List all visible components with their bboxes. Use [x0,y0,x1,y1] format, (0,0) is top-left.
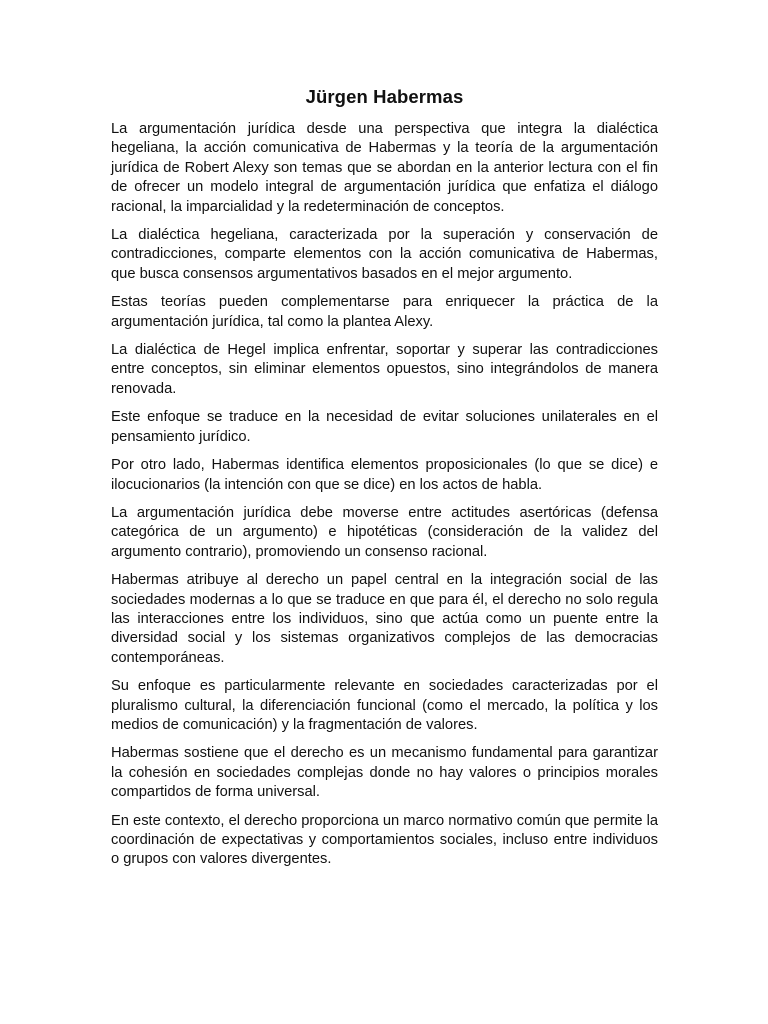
paragraph: Estas teorías pueden complementarse para enriquecer la práctica de la argumentación jurídica, tal como la plantea Alexy. [111,294,658,330]
paragraph: Por otro lado, Habermas identifica elementos proposicionales (lo que se dice) e ilocucionarios (la intención con que se dice) en los actos de habla. [111,457,658,493]
paragraph: La argumentación jurídica desde una perspectiva que integra la dialéctica hegeliana, la acción comunicativa de Habermas y la teoría de la argumentación jurídica de Robert Alexy son temas que se abordan en la anterior lectura con el fin de ofrecer un modelo integral de argumentación jurídica que enfatiza el diálogo racional, la imparcialidad y la redeterminación de conceptos. [111,121,658,215]
document-title: Jürgen Habermas [305,86,464,107]
document-page [111,84,658,879]
paragraph: La dialéctica de Hegel implica enfrentar, soportar y superar las contradicciones entre conceptos, sin eliminar elementos opuestos, sino integrándolos de manera renovada. [111,342,658,397]
paragraph: En este contexto, el derecho proporciona un marco normativo común que permite la coordinación de expectativas y comportamientos sociales, incluso entre individuos o grupos con valores divergentes. [111,812,659,868]
paragraph: Habermas atribuye al derecho un papel central en la integración social de las sociedades modernas a lo que se traduce en que para él, el derecho no solo regula las interacciones entre los individuos, sino que actúa como un puente entre la diversidad social y los sistemas organizativos complejos de las democracias contemporáneas. [111,572,658,666]
paragraph: Habermas sostiene que el derecho es un mecanismo fundamental para garantizar la cohesión en sociedades complejas donde no hay valores o principios morales compartidos de forma universal. [111,745,658,801]
paragraph: Su enfoque es particularmente relevante en sociedades caracterizadas por el pluralismo cultural, la diferenciación funcional (como el mercado, la política y los medios de comunicación) y la fragmentación de valores. [111,678,658,733]
paragraph: Este enfoque se traduce en la necesidad de evitar soluciones unilaterales en el pensamiento jurídico. [111,409,658,445]
paragraph: La dialéctica hegeliana, caracterizada por la superación y conservación de contradicciones, comparte elementos con la acción comunicativa de Habermas, que busca consensos argumentativos basados en el mejor argumento. [111,227,658,282]
paragraph: La argumentación jurídica debe moverse entre actitudes asertóricas (defensa categórica de un argumento) e hipotéticas (consideración de la validez del argumento contrario), promoviendo un consenso racional. [111,504,658,560]
